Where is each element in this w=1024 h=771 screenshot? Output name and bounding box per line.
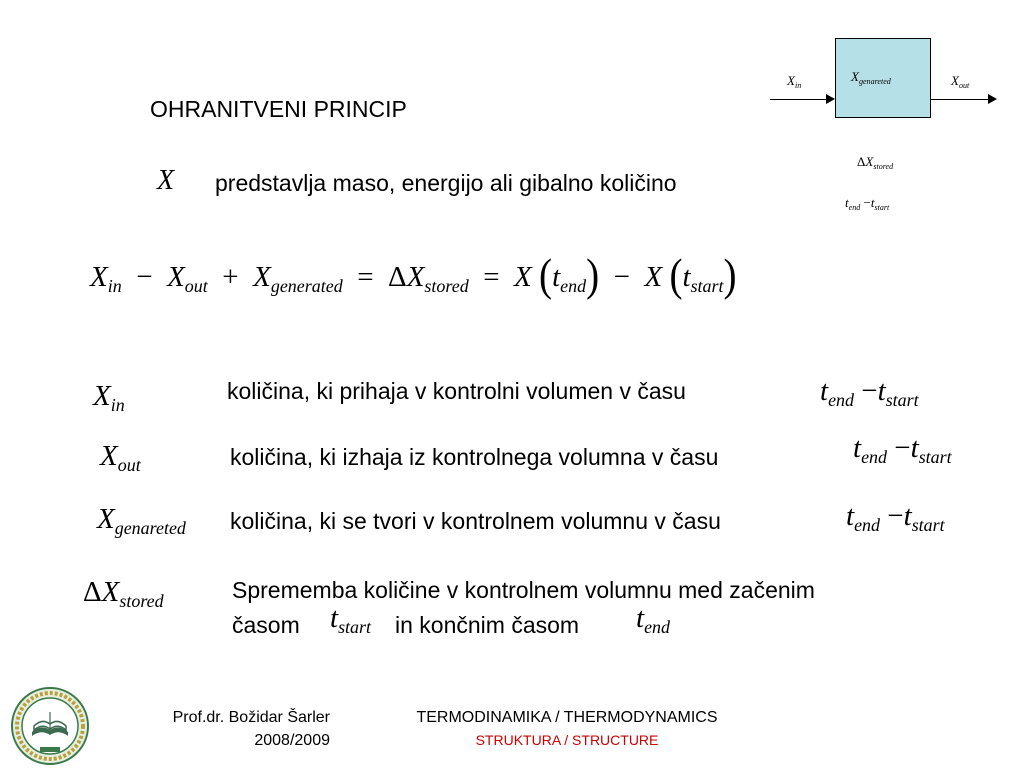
conservation-equation: Xin − Xout + Xgenerated = ΔXstored = X (tend) − X (tstart): [90, 250, 737, 301]
outflow-arrow: [931, 99, 989, 100]
stored-def-t-start: tstart: [330, 602, 372, 637]
def-symbol-x-in: Xin: [93, 380, 125, 415]
def-text-x-in: količina, ki prihaja v kontrolni volumen v času: [227, 378, 686, 404]
diagram-x-in: Xin: [787, 73, 802, 90]
intro-symbol: X: [157, 165, 175, 196]
def-text-x-out: količina, ki izhaja iz kontrolnega volumna v času: [230, 444, 719, 470]
inflow-arrow: [770, 99, 828, 100]
def-text-x-generated: količina, ki se tvori v kontrolnem volumnu v času: [230, 508, 721, 534]
inflow-arrow-head: [826, 94, 835, 104]
intro-text: predstavlja maso, energijo ali gibalno količino: [215, 170, 677, 196]
diagram-x-out: Xout: [951, 73, 970, 90]
stored-def-line2-b: in končnim časom: [395, 612, 580, 638]
page-title: OHRANITVENI PRINCIP: [150, 96, 407, 122]
footer-author: Prof.dr. Božidar Šarler: [172, 709, 330, 726]
stored-def-t-end: tend: [636, 602, 671, 637]
def-symbol-x-out: Xout: [100, 440, 141, 475]
diagram-time-interval: tend −tstart: [845, 195, 890, 212]
stored-def-line1: Sprememba količine v kontrolnem volumnu med začenim: [232, 577, 815, 603]
diagram-x-generated: Xgenareted: [851, 69, 891, 86]
def-interval-3: tend −tstart: [846, 500, 945, 535]
footer-subtitle: STRUKTURA / STRUCTURE: [475, 732, 659, 748]
outflow-arrow-head: [988, 94, 997, 104]
stored-def-line2-a: časom: [232, 612, 300, 638]
def-interval-2: tend −tstart: [853, 432, 952, 467]
footer-year: 2008/2009: [254, 732, 330, 749]
footer-course: TERMODINAMIKA / THERMODYNAMICS: [416, 709, 718, 726]
def-interval-1: tend −tstart: [820, 375, 919, 410]
def-symbol-delta-x-stored: ΔXstored: [83, 576, 164, 611]
university-seal-logo: [10, 686, 90, 766]
def-symbol-x-generated: Xgenareted: [97, 503, 186, 538]
diagram-delta-x-stored: ΔXstored: [857, 154, 894, 171]
